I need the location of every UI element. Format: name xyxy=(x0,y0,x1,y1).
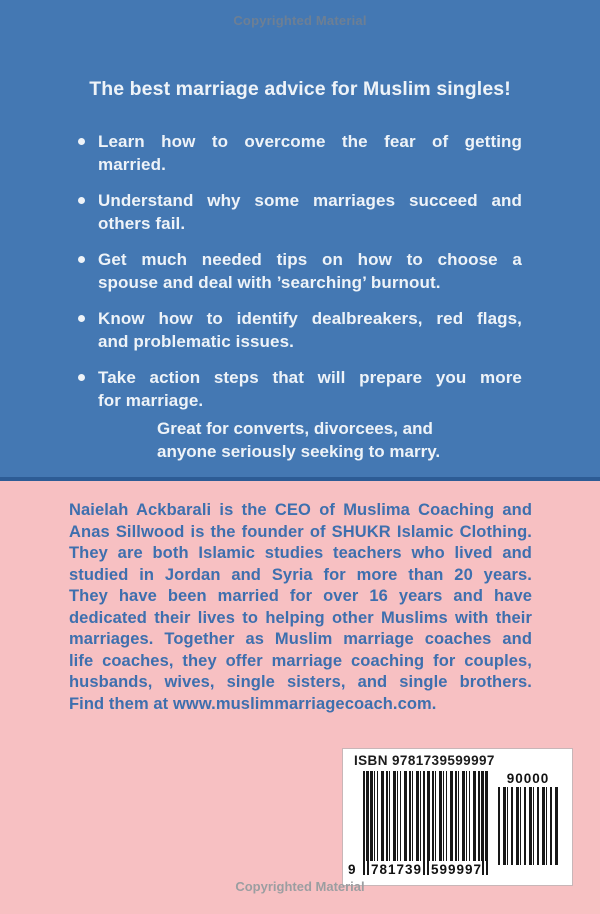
bullet-item xyxy=(78,366,522,412)
bullet-text xyxy=(98,248,522,294)
bullet-line: others fail. xyxy=(98,214,186,233)
barcode-bars xyxy=(363,771,488,861)
barcode-digits xyxy=(348,861,488,877)
bullet-line: Get much needed tips on how to choose a xyxy=(98,250,522,269)
bullet-item xyxy=(78,189,522,235)
tagline-line: Great for converts, divorcees, and xyxy=(157,419,433,438)
bullet-marker xyxy=(78,138,85,145)
bullet-item xyxy=(78,248,522,294)
tagline-line: anyone seriously seeking to marry. xyxy=(157,442,441,461)
copyright-watermark-bottom: Copyrighted Material xyxy=(235,879,365,894)
supplement-bars xyxy=(498,787,558,865)
headline: The best marriage advice for Muslim singles! xyxy=(89,78,511,100)
bullet-line: Learn how to overcome the fear of getting xyxy=(98,132,522,151)
isbn-label: ISBN 9781739599997 xyxy=(354,753,495,768)
author-bio-paragraph xyxy=(69,500,532,715)
barcode-digit-group: 599997 xyxy=(431,862,483,877)
bullet-text xyxy=(98,366,522,412)
bullet-line: and problematic issues. xyxy=(98,332,294,351)
bullet-line: Know how to identify dealbreakers, red flags, xyxy=(98,309,522,328)
bio-line: life coaches, they offer marriage coaching for couples, xyxy=(69,651,532,670)
bullet-text xyxy=(98,307,522,353)
bullet-marker xyxy=(78,315,85,322)
bullet-item xyxy=(78,130,522,176)
ean13-barcode xyxy=(348,771,488,877)
bullet-marker xyxy=(78,197,85,204)
bio-line: They are both Islamic studies teachers who lived and xyxy=(69,544,532,562)
bio-line: husbands, wives, single sisters, and single brothers. xyxy=(69,673,532,691)
guard-bar xyxy=(363,771,365,875)
bio-line: They have been married for over 16 years and have xyxy=(69,587,532,605)
bullet-line: for marriage. xyxy=(98,391,204,410)
bullet-list xyxy=(78,130,522,425)
bullet-text xyxy=(98,189,522,235)
bullet-line: Understand why some marriages succeed and xyxy=(98,191,522,210)
guard-bar xyxy=(427,771,429,875)
barcode-digit-lead: 9 xyxy=(348,862,356,877)
bullet-line: Take action steps that will prepare you more xyxy=(98,368,522,387)
tagline xyxy=(157,417,440,463)
bio-line: Anas Sillwood is the founder of SHUKR Islamic Clothing. xyxy=(69,522,532,541)
bullet-marker xyxy=(78,374,85,381)
guard-bar xyxy=(482,771,484,875)
supplement-code: 90000 xyxy=(506,771,550,786)
bullet-marker xyxy=(78,256,85,263)
bio-line: studied in Jordan and Syria for more than 20 years. xyxy=(69,565,532,584)
guard-bar xyxy=(486,771,488,875)
bullet-text xyxy=(98,130,522,176)
bullet-line: married. xyxy=(98,155,166,174)
guard-bar xyxy=(367,771,369,875)
bio-line: marriages. Together as Muslim marriage coaches and xyxy=(69,630,532,648)
barcode-digit-group: 781739 xyxy=(371,862,423,877)
bio-line: Naielah Ackbarali is the CEO of Muslima Coaching and xyxy=(69,501,532,519)
guard-bar xyxy=(423,771,425,875)
bullet-item xyxy=(78,307,522,353)
isbn-barcode-panel xyxy=(342,748,573,886)
bullet-line: spouse and deal with ’searching’ burnout. xyxy=(98,273,441,292)
bio-line-website: Find them at www.muslimmarriagecoach.com. xyxy=(69,694,437,713)
copyright-watermark-top: Copyrighted Material xyxy=(233,13,367,28)
bio-line: dedicated their lives to helping other Muslims with their xyxy=(69,608,532,627)
supplement-barcode xyxy=(498,771,558,865)
